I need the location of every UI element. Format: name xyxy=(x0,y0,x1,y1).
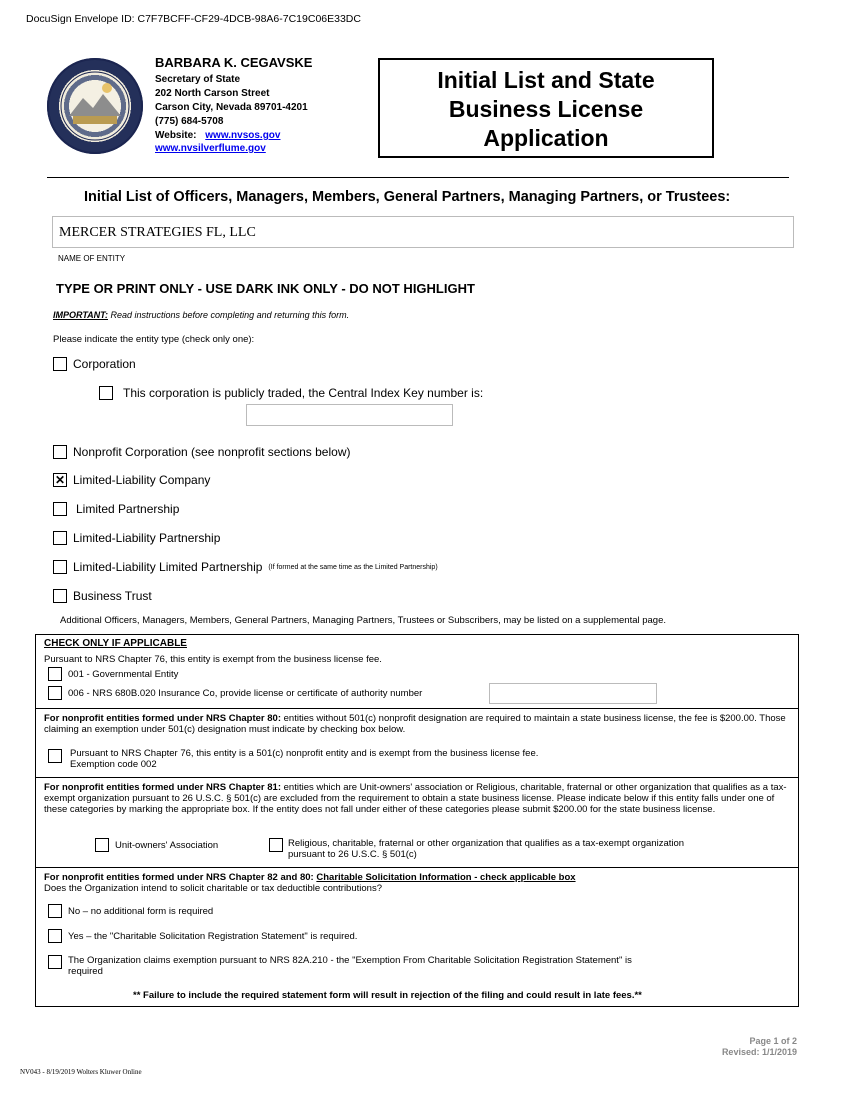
llc-label: Limited-Liability Company xyxy=(73,473,211,487)
secretary-name: BARBARA K. CEGAVSKE xyxy=(155,55,313,70)
important-note xyxy=(53,310,349,320)
business-trust-checkbox[interactable] xyxy=(53,589,67,603)
address-line-1: 202 North Carson Street xyxy=(155,88,270,99)
exempt-501c-label: Pursuant to NRS Chapter 76, this entity is a 501(c) nonprofit entity and is exempt from the business license fee. xyxy=(70,748,539,759)
religious-charitable-label: Religious, charitable, fraternal or other organization that qualifies as a tax-exempt organization xyxy=(288,838,685,849)
exempt-code-label: Exemption code 002 xyxy=(70,759,157,770)
form-title-line-1: Initial List and State xyxy=(437,67,655,93)
ch82-heading xyxy=(44,872,576,883)
lp-checkbox[interactable] xyxy=(53,502,67,516)
ch82-question: Does the Organization intend to solicit charitable or tax deductible contributions? xyxy=(44,883,382,894)
unit-owners-checkbox[interactable] xyxy=(95,838,109,852)
ch80-text: entities without 501(c) nonprofit designation are required to maintain a state business license, the fee is $200.00. Those claiming an exemption under 501(c) designation must indicate by checking box below. xyxy=(44,713,786,735)
envelope-id: DocuSign Envelope ID: C7F7BCFF-CF29-4DCB-98A6-7C19C06E33DC xyxy=(26,13,361,25)
llc-checkbox[interactable] xyxy=(53,473,67,487)
governmental-checkbox[interactable] xyxy=(48,667,62,681)
lllp-note: (If formed at the same time as the Limited Partnership) xyxy=(268,563,438,571)
religious-charitable-checkbox[interactable] xyxy=(269,838,283,852)
governmental-label: 001 - Governmental Entity xyxy=(68,668,179,680)
authority-number-field[interactable] xyxy=(489,683,657,704)
entity-type-prompt: Please indicate the entity type (check only one): xyxy=(53,334,255,345)
corporation-label: Corporation xyxy=(73,357,136,371)
ch81-text: entities which are Unit-owners' association or Religious, charitable, fraternal or other organization that qualifies as a tax-exempt organization pursuant to 26 U.S.C. § 501(c) are excluded from the requirement to obtain a state business license. Please indicate below if this entity falls under one of these categories by marking the appropriate box. If the entity does not fall under either of these categories please submit $200.00 for the state business license. xyxy=(44,782,787,815)
religious-charitable-label-2: pursuant to 26 U.S.C. § 501(c) xyxy=(288,849,417,860)
nonprofit-checkbox[interactable] xyxy=(53,445,67,459)
lllp-label: Limited-Liability Limited Partnership xyxy=(73,560,263,574)
ch80-bold: For nonprofit entities formed under NRS Chapter 80: xyxy=(44,713,281,724)
page-number: Page 1 of 2 xyxy=(749,1036,797,1046)
footer-left: NV043 - 8/19/2019 Wolters Kluwer Online xyxy=(20,1068,142,1076)
unit-owners-label: Unit-owners' Association xyxy=(115,839,219,851)
option-001-governmental[interactable] xyxy=(48,667,178,681)
revised-date: Revised: 1/1/2019 xyxy=(721,1047,797,1057)
claims-exemption-label-2: required xyxy=(68,966,103,977)
llp-checkbox[interactable] xyxy=(53,531,67,545)
ch81-description xyxy=(44,782,792,815)
option-lp[interactable] xyxy=(53,502,179,516)
website-link-silverflume[interactable]: www.nvsilverflume.gov xyxy=(155,143,266,154)
sos-header xyxy=(155,55,312,154)
insurance-checkbox[interactable] xyxy=(48,686,62,700)
no-solicit-checkbox[interactable] xyxy=(48,904,62,918)
exempt-501c-checkbox[interactable] xyxy=(48,749,62,763)
state-seal-icon xyxy=(47,58,143,154)
option-lllp[interactable] xyxy=(53,560,438,574)
website-label: Website: xyxy=(155,130,197,141)
no-solicit-label: No – no additional form is required xyxy=(68,905,214,917)
yes-solicit-label: Yes – the "Charitable Solicitation Registration Statement" is required. xyxy=(68,930,358,942)
option-501c-exempt[interactable] xyxy=(48,748,538,770)
option-nonprofit[interactable] xyxy=(53,445,350,459)
ch80-divider xyxy=(36,708,798,709)
ch81-divider xyxy=(36,777,798,778)
ch82-divider xyxy=(36,867,798,868)
secretary-role: Secretary of State xyxy=(155,74,241,85)
lllp-checkbox[interactable] xyxy=(53,560,67,574)
address-line-2: Carson City, Nevada 89701-4201 xyxy=(155,102,308,113)
failure-warning: ** Failure to include the required statement form will result in rejection of the filing and could result in late fees.** xyxy=(133,990,642,1001)
yes-solicit-checkbox[interactable] xyxy=(48,929,62,943)
option-religious-charitable[interactable] xyxy=(269,838,684,860)
ch82-underline: Charitable Solicitation Information - check applicable box xyxy=(316,872,576,883)
option-claims-exemption[interactable] xyxy=(48,955,632,977)
option-llp[interactable] xyxy=(53,531,220,545)
claims-exemption-label: The Organization claims exemption pursuant to NRS 82A.210 - the "Exemption From Charitable Solicitation Registration Statement" is xyxy=(68,955,632,966)
option-publicly-traded[interactable] xyxy=(99,386,483,400)
type-print-instruction: TYPE OR PRINT ONLY - USE DARK INK ONLY - DO NOT HIGHLIGHT xyxy=(56,281,475,296)
lp-label: Limited Partnership xyxy=(76,502,180,516)
option-unit-owners[interactable] xyxy=(95,838,218,852)
claims-exemption-checkbox[interactable] xyxy=(48,955,62,969)
ch80-description xyxy=(44,713,790,735)
insurance-label: 006 - NRS 680B.020 Insurance Co, provide license or certificate of authority number xyxy=(68,687,423,699)
entity-name-field[interactable]: MERCER STRATEGIES FL, LLC xyxy=(52,216,794,248)
form-title-line-3: Application xyxy=(483,125,609,151)
nonprofit-label: Nonprofit Corporation (see nonprofit sections below) xyxy=(73,445,351,459)
important-text: Read instructions before completing and returning this form. xyxy=(108,310,350,320)
applicable-line: Pursuant to NRS Chapter 76, this entity is exempt from the business license fee. xyxy=(44,654,382,665)
option-yes-solicit[interactable] xyxy=(48,929,357,943)
option-corporation[interactable] xyxy=(53,357,136,371)
additional-officers-note: Additional Officers, Managers, Members, General Partners, Managing Partners, Trustees or Subscribers, may be listed on a supplemental page. xyxy=(60,615,667,626)
option-llc[interactable] xyxy=(53,473,210,487)
llp-label: Limited-Liability Partnership xyxy=(73,531,221,545)
phone: (775) 684-5708 xyxy=(155,116,224,127)
ch82-bold: For nonprofit entities formed under NRS Chapter 82 and 80: xyxy=(44,872,314,883)
business-trust-label: Business Trust xyxy=(73,589,152,603)
applicable-title: CHECK ONLY IF APPLICABLE xyxy=(44,638,187,649)
option-006-insurance[interactable] xyxy=(48,686,422,700)
publicly-traded-checkbox[interactable] xyxy=(99,386,113,400)
header-divider xyxy=(47,177,789,178)
important-label: IMPORTANT: xyxy=(53,310,108,320)
option-business-trust[interactable] xyxy=(53,589,152,603)
entity-name-label: NAME OF ENTITY xyxy=(58,254,126,263)
form-title-box xyxy=(378,58,714,158)
option-no-solicit[interactable] xyxy=(48,904,213,918)
form-title-line-2: Business License xyxy=(448,96,644,122)
central-index-key-field[interactable] xyxy=(246,404,453,426)
initial-list-title: Initial List of Officers, Managers, Members, General Partners, Managing Partners, or Trustees: xyxy=(84,189,731,205)
ch81-bold: For nonprofit entities formed under NRS Chapter 81: xyxy=(44,782,281,793)
corporation-checkbox[interactable] xyxy=(53,357,67,371)
website-link-nvsos[interactable]: www.nvsos.gov xyxy=(205,130,281,141)
publicly-traded-label: This corporation is publicly traded, the Central Index Key number is: xyxy=(123,386,484,400)
